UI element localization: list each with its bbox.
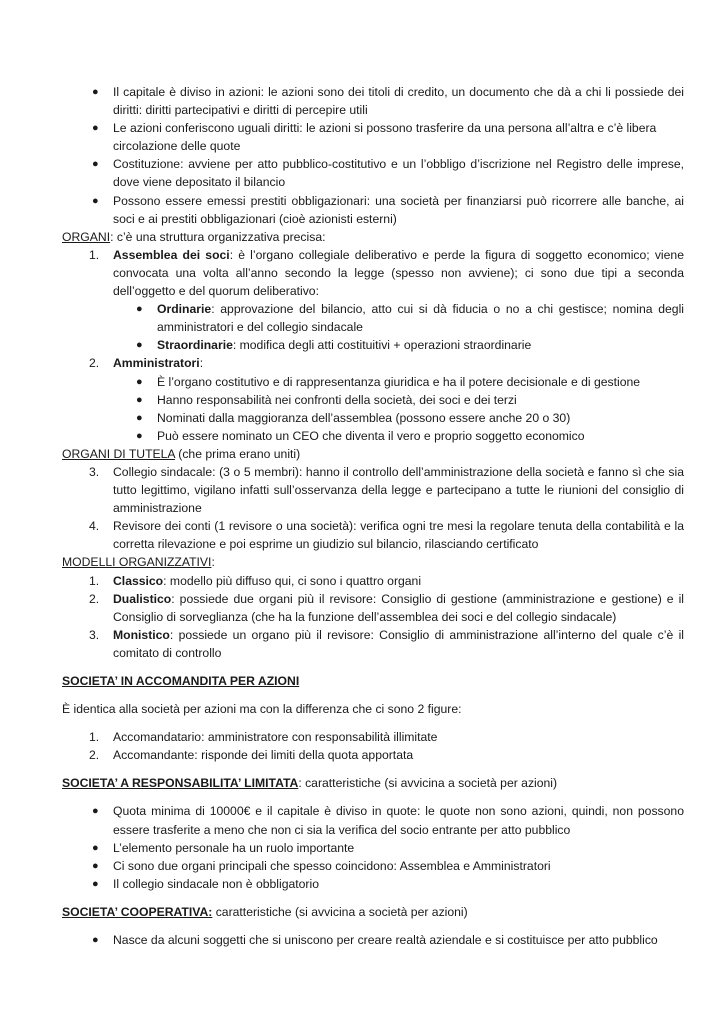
bullet-icon: ● bbox=[92, 877, 99, 890]
heading-rest: : caratteristiche (si avvicina a società per azioni) bbox=[298, 776, 558, 791]
bullet-icon: ● bbox=[92, 805, 99, 818]
item-text: Hanno responsabilità nei confronti della società, dei soci e dei terzi bbox=[157, 392, 517, 407]
heading-rest: caratteristiche (si avvicina a società per azioni) bbox=[212, 904, 468, 919]
section-heading-srl bbox=[62, 774, 684, 792]
heading-rest: (che prima erano uniti) bbox=[174, 446, 301, 461]
list-item bbox=[62, 354, 684, 372]
item-text: : modifica degli atti costituitivi + operazioni straordinarie bbox=[232, 338, 532, 353]
list-item bbox=[62, 626, 684, 662]
bullet-icon: ● bbox=[136, 393, 143, 406]
list-number: 1. bbox=[89, 730, 100, 745]
item-title: Classico bbox=[113, 573, 164, 588]
sapa-intro: È identica alla società per azioni ma con la differenza che ci sono 2 figure: bbox=[62, 702, 462, 717]
list-item bbox=[62, 300, 684, 336]
item-text: : bbox=[199, 356, 204, 371]
document-page bbox=[62, 83, 684, 949]
section-heading-organi bbox=[62, 228, 684, 246]
item-text: Il collegio sindacale non è obbligatorio bbox=[113, 876, 319, 891]
item-text: Può essere nominato un CEO che diventa il vero e proprio soggetto economico bbox=[157, 428, 585, 443]
bullet-icon: ● bbox=[136, 375, 143, 388]
bullet-icon: ● bbox=[92, 859, 99, 872]
list-number: 1. bbox=[89, 573, 100, 588]
bullet-icon: ● bbox=[92, 934, 99, 947]
list-number: 2. bbox=[89, 591, 100, 606]
section-heading-coop bbox=[62, 903, 684, 921]
item-text: Nasce da alcuni soggetti che si uniscono per creare realtà aziendale e si costituisce per atto pubblico bbox=[113, 933, 658, 948]
list-item-text: Le azioni conferiscono uguali diritti: le azioni si possono trasferire da una persona all’altra e c’è libera circolazione delle quote bbox=[113, 121, 657, 154]
heading-rest: : c’è una struttura organizzativa precisa: bbox=[110, 229, 326, 244]
item-text: : possiede due organi più il revisore: Consiglio di gestione (amministrazione e gestione) e il Consiglio di sorveglianza (che ha la funzione dell’assemblea dei soci e del collegio sindacale) bbox=[113, 591, 684, 624]
list-item bbox=[62, 590, 684, 626]
list-item bbox=[62, 373, 684, 391]
list-item bbox=[62, 192, 684, 228]
list-number: 3. bbox=[89, 464, 100, 479]
item-title: Assemblea dei soci bbox=[113, 247, 230, 262]
heading-text: ORGANI DI TUTELA bbox=[62, 446, 175, 461]
heading-rest: : bbox=[211, 555, 215, 570]
list-item bbox=[62, 572, 684, 590]
heading-text: SOCIETA’ A RESPONSABILITA’ LIMITATA bbox=[62, 776, 299, 791]
spacer bbox=[62, 690, 684, 700]
list-number: 2. bbox=[89, 356, 100, 371]
item-text: Collegio sindacale: (3 o 5 membri): hanno il controllo dell’amministrazione della società e fanno sì che sia tutto legittimo, vigilano infatti sull’osservanza della legge e partecipano a tutte le riunioni del consiglio di amministrazione bbox=[113, 464, 684, 516]
list-item bbox=[62, 409, 684, 427]
item-title: Amministratori bbox=[113, 356, 200, 371]
bullet-icon: ● bbox=[136, 303, 143, 316]
bullet-icon: ● bbox=[92, 194, 99, 207]
item-text: Quota minima di 10000€ e il capitale è diviso in quote: le quote non sono azioni, quindi, non possono essere trasferite a meno che non ci sia la verifica del socio entrante per atto pubblico bbox=[113, 804, 684, 837]
list-item bbox=[62, 427, 684, 445]
bullet-icon: ● bbox=[92, 86, 99, 98]
item-title: Monistico bbox=[113, 627, 170, 642]
list-item bbox=[62, 336, 684, 354]
list-item bbox=[62, 246, 684, 300]
bullet-icon: ● bbox=[92, 841, 99, 854]
spacer bbox=[62, 662, 684, 672]
list-number: 3. bbox=[89, 627, 100, 642]
list-item bbox=[62, 517, 684, 553]
item-title: Ordinarie bbox=[157, 302, 212, 317]
bullet-icon: ● bbox=[92, 158, 99, 171]
section-heading-modelli bbox=[62, 553, 684, 571]
bullet-icon: ● bbox=[92, 122, 99, 135]
item-text: : è l’organo collegiale deliberativo e perde la figura di soggetto economico; viene convocata una volta all’anno secondo la legge (spesso non avviene); ci sono due tipi a seconda dell’oggetto e del quorum deliberativo: bbox=[113, 247, 684, 299]
bullet-icon: ● bbox=[136, 339, 143, 352]
item-text: : approvazione del bilancio, atto cui si dà fiducia o no a chi gestisce; nomina degli amministratori e del collegio sindacale bbox=[157, 302, 684, 335]
list-item-text: Possono essere emessi prestiti obbligazionari: una società per finanziarsi può ricorrere alle banche, ai soci e ai prestiti obbligazionari (cioè azionisti esterni) bbox=[113, 193, 684, 226]
heading-text: ORGANI bbox=[62, 229, 111, 244]
bullet-icon: ● bbox=[136, 429, 143, 442]
heading-text: MODELLI ORGANIZZATIVI bbox=[62, 555, 212, 570]
list-item bbox=[62, 875, 684, 893]
spacer bbox=[62, 792, 684, 802]
item-text: : possiede un organo più il revisore: Consiglio di amministrazione all’interno del quale c’è il comitato di controllo bbox=[113, 627, 684, 660]
item-title: Dualistico bbox=[113, 591, 172, 606]
list-item bbox=[62, 857, 684, 875]
list-item bbox=[62, 802, 684, 838]
list-number: 4. bbox=[89, 519, 100, 534]
spacer bbox=[62, 764, 684, 774]
list-item bbox=[62, 839, 684, 857]
list-item-text: Il capitale è diviso in azioni: le azioni sono dei titoli di credito, un documento che dà a chi li possiede dei diritti: diritti partecipativi e diritti di percepire utili bbox=[113, 85, 684, 118]
list-item bbox=[62, 155, 684, 191]
list-item bbox=[62, 931, 684, 949]
section-heading-organi-tutela bbox=[62, 445, 684, 463]
item-text: È l’organo costitutivo e di rappresentanza giuridica e ha il potere decisionale e di gestione bbox=[157, 374, 641, 389]
item-text: Revisore dei conti (1 revisore o una società): verifica ogni tre mesi la regolare tenuta della contabilità e la corretta rilevazione e poi esprime un giudizio sul bilancio, rilasciando certificato bbox=[113, 519, 684, 552]
item-text: Ci sono due organi principali che spesso coincidono: Assemblea e Amministratori bbox=[113, 858, 551, 873]
spacer bbox=[62, 718, 684, 728]
spa-bullet-list bbox=[62, 83, 684, 228]
item-text: : modello più diffuso qui, ci sono i quattro organi bbox=[163, 573, 422, 588]
section-heading-sapa: SOCIETA’ IN ACCOMANDITA PER AZIONI bbox=[62, 674, 300, 688]
list-item bbox=[62, 728, 684, 746]
list-item bbox=[62, 391, 684, 409]
list-number: 2. bbox=[89, 748, 100, 763]
item-title: Straordinarie bbox=[157, 338, 233, 353]
list-item bbox=[62, 119, 684, 155]
item-text: Nominati dalla maggioranza dell’assemblea (possono essere anche 20 o 30) bbox=[157, 410, 571, 425]
bullet-icon: ● bbox=[136, 411, 143, 424]
list-item-text: Costituzione: avviene per atto pubblico-costitutivo e un l’obbligo d’iscrizione nel Registro delle imprese, dove viene depositato il bilancio bbox=[113, 157, 684, 190]
spacer bbox=[62, 893, 684, 903]
heading-text: SOCIETA’ COOPERATIVA: bbox=[62, 904, 213, 919]
list-item bbox=[62, 83, 684, 119]
item-text: Accomandatario: amministratore con responsabilità illimitate bbox=[113, 730, 438, 745]
item-text: L’elemento personale ha un ruolo importante bbox=[113, 840, 355, 855]
list-item bbox=[62, 463, 684, 517]
list-item bbox=[62, 746, 684, 764]
item-text: Accomandante: risponde dei limiti della quota apportata bbox=[113, 748, 414, 763]
spacer bbox=[62, 921, 684, 931]
list-number: 1. bbox=[89, 247, 100, 262]
